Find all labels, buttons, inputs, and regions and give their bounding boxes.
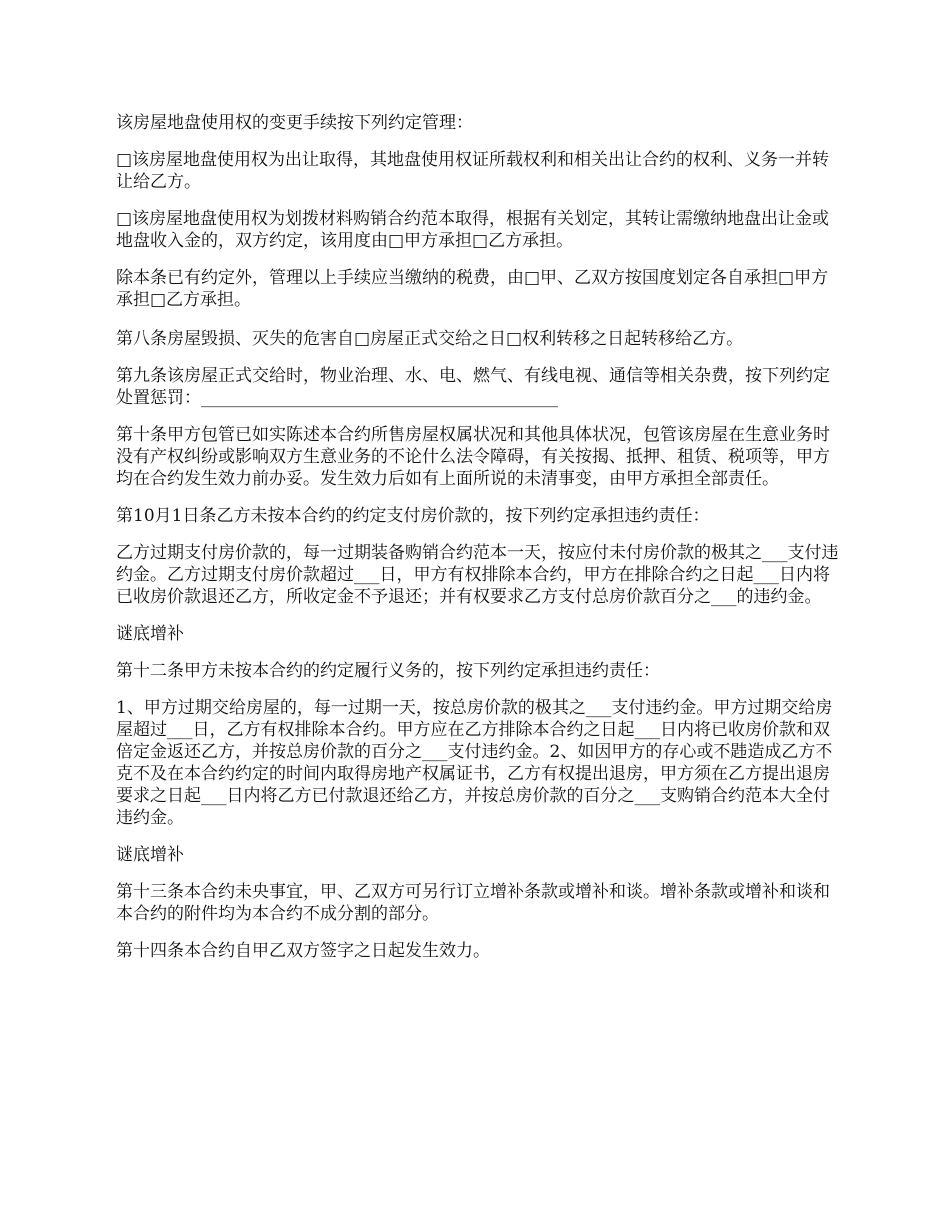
paragraph-land-use-intro: 该房屋地盘使用权的变更手续按下列约定管理： [116, 113, 473, 133]
paragraph-buyer-late-payment: 乙方过期支付房价款的，每一过期装备购销合约范本一天，按应付未付房价款的极其之___支付违约金。乙方过期支付房价款超过___日，甲方有权排除本合约，甲方在排除合约之日起___日内将已收房价款退还乙方，所收定金不予退还；并有权要求乙方支付总房价款百分之___的违约金。 [116, 543, 839, 607]
paragraph-supplement-1: 谜底增补 [116, 624, 184, 644]
paragraph-seller-breach: 1、甲方过期交给房屋的，每一过期一天，按总房价款的极其之___支付违约金。甲方过期交给房屋超过___日，乙方有权排除本合约。甲方应在乙方排除本合约之日起___日内将已收房价款和双倍定金返还乙方，并按总房价款的百分之___支付违约金。2、如因甲方的存心或不韪造成乙方不克不及在本合约约定的时间内取得房地产权属证书，乙方有权提出退房，甲方须在乙方提出退房要求之日起___日内将乙方已付款退还给乙方，并按总房价款的百分之___支购销合约范本大全付违约金。 [116, 698, 833, 828]
paragraph-article-12-intro: 第十二条甲方未按本合约的约定履行义务的，按下列约定承担违约责任： [116, 661, 660, 681]
document-body [116, 112, 842, 977]
paragraph-land-allocation-option: □该房屋地盘使用权为划拨材料购销合约范本取得，根据有关划定，其转让需缴纳地盘出让金或地盘收入金的，双方约定，该用度由□甲方承担□乙方承担。 [116, 209, 830, 251]
paragraph-tax-burden: 除本条已有约定外，管理以上手续应当缴纳的税费，由□甲、乙双方按国度划定各自承担□甲方承担□乙方承担。 [116, 268, 829, 310]
paragraph-land-transfer-option: □该房屋地盘使用权为出让取得，其地盘使用权证所载权利和相关出让合约的权利、义务一并转让给乙方。 [116, 150, 830, 192]
paragraph-article-10: 第十条甲方包管已如实陈述本合约所售房屋权属状况和其他具体状况，包管该房屋在生意业务时没有产权纠纷或影响双方生意业务的不论什么法令障碍，有关按揭、抵押、租赁、税项等，甲方均在合约发生效力前办妥。发生效力后如有上面所说的未清事变，由甲方承担全部责任。 [116, 425, 830, 489]
paragraph-article-14: 第十四条本合约自甲乙双方签字之日起发生效力。 [116, 941, 490, 961]
paragraph-article-8: 第八条房屋毁损、灭失的危害自□房屋正式交给之日□权利转移之日起转移给乙方。 [116, 329, 744, 349]
paragraph-article-11-intro: 第10月1日条乙方未按本合约的约定支付房价款的，按下列约定承担违约责任： [116, 506, 710, 526]
paragraph-supplement-2: 谜底增补 [116, 845, 184, 865]
paragraph-article-9: 第九条该房屋正式交给时，物业治理、水、电、燃气、有线电视、通信等相关杂费，按下列约定处置惩罚：__________________________________________ [116, 366, 830, 408]
paragraph-article-13: 第十三条本合约未央事宜，甲、乙双方可另行订立增补条款或增补和谈。增补条款或增补和谈和本合约的附件均为本合约不成分割的部分。 [116, 882, 830, 924]
